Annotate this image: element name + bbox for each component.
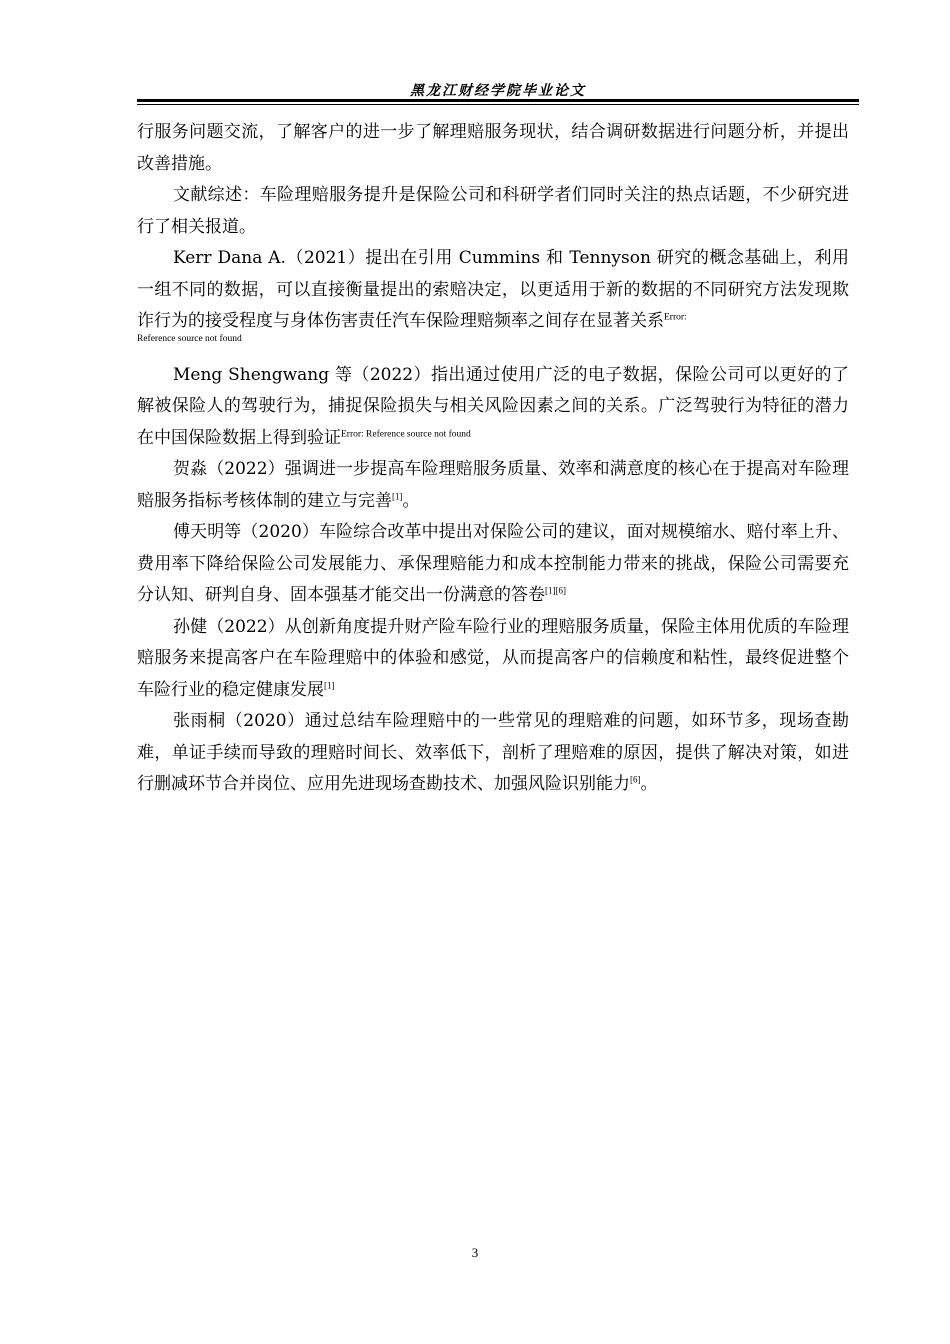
citation-error-continued: Reference source not found — [137, 333, 242, 344]
citation-error: Error: Reference source not found — [341, 428, 471, 439]
paragraph-zhang — [137, 706, 849, 801]
paragraph-continued — [137, 117, 849, 180]
citation-error: Error: — [664, 312, 687, 323]
header-rule-thin — [137, 104, 859, 105]
document-body — [137, 117, 849, 801]
paragraph-text-end: 。 — [402, 490, 420, 511]
paragraph-fu — [137, 517, 849, 612]
running-header-title: 黑龙江财经学院毕业论文 — [410, 83, 586, 99]
paragraph-text: Meng Shengwang 等（2022）指出通过使用广泛的电子数据，保险公司可以更好的了解被保险人的驾驶行为，捕捉保险损失与相关风险因素之间的关系。广泛驾驶行为特征的潜力在中国保险数据上得到验证 — [137, 364, 849, 448]
paragraph-literature-review — [137, 180, 849, 243]
header-rule-thick — [137, 99, 859, 102]
paragraph-kerr — [137, 243, 849, 338]
paragraph-text: 孙健（2022）从创新角度提升财产险车险行业的理赔服务质量，保险主体用优质的车险理赔服务来提高客户在车险理赔中的体验和感觉，从而提高客户的信赖度和粘性，最终促进整个车险行业的稳定健康发展 — [137, 616, 849, 700]
citation: [1][6] — [545, 585, 566, 596]
citation: [1] — [392, 490, 403, 501]
paragraph-text-end: 。 — [640, 774, 658, 794]
paragraph-he — [137, 454, 849, 517]
paragraph-text: 贺淼（2022）强调进一步提高车险理赔服务质量、效率和满意度的核心在于提高对车险理赔服务指标考核体制的建立与完善 — [137, 459, 849, 511]
paragraph-text: 傅天明等（2020）车险综合改革中提出对保险公司的建议，面对规模缩水、赔付率上升、费用率下降给保险公司发展能力、承保理赔能力和成本控制能力带来的挑战，保险公司需要充分认知、研判自身、固本强基才能交出一份满意的答卷 — [137, 522, 849, 605]
paragraph-sun — [137, 612, 849, 707]
citation: [6] — [630, 774, 641, 785]
paragraph-text: 行服务问题交流，了解客户的进一步了解理赔服务现状，结合调研数据进行问题分析，并提出改善措施。 — [137, 122, 849, 174]
page-number: 3 — [471, 1245, 479, 1260]
paragraph-text: Kerr Dana A.（2021）提出在引用 Cummins 和 Tennyson 研究的概念基础上，利用一组不同的数据，可以直接衡量提出的索赔决定，以更适用于新的数据的不同研究方法发现欺诈行为的接受程度与身体伤害责任汽车保险理赔频率之间存在显著关系 — [137, 248, 849, 331]
paragraph-text: 文献综述：车险理赔服务提升是保险公司和科研学者们同时关注的热点话题，不少研究进行了相关报道。 — [137, 185, 849, 237]
paragraph-meng — [137, 360, 849, 455]
citation: [1] — [324, 679, 335, 690]
paragraph-text: 张雨桐（2020）通过总结车险理赔中的一些常见的理赔难的问题，如环节多，现场查勘难，单证手续而导致的理赔时间长、效率低下，剖析了理赔难的原因，提供了解决对策，如进行删减环节合并岗位、应用先进现场查勘技术、加强风险识别能力 — [137, 711, 849, 794]
